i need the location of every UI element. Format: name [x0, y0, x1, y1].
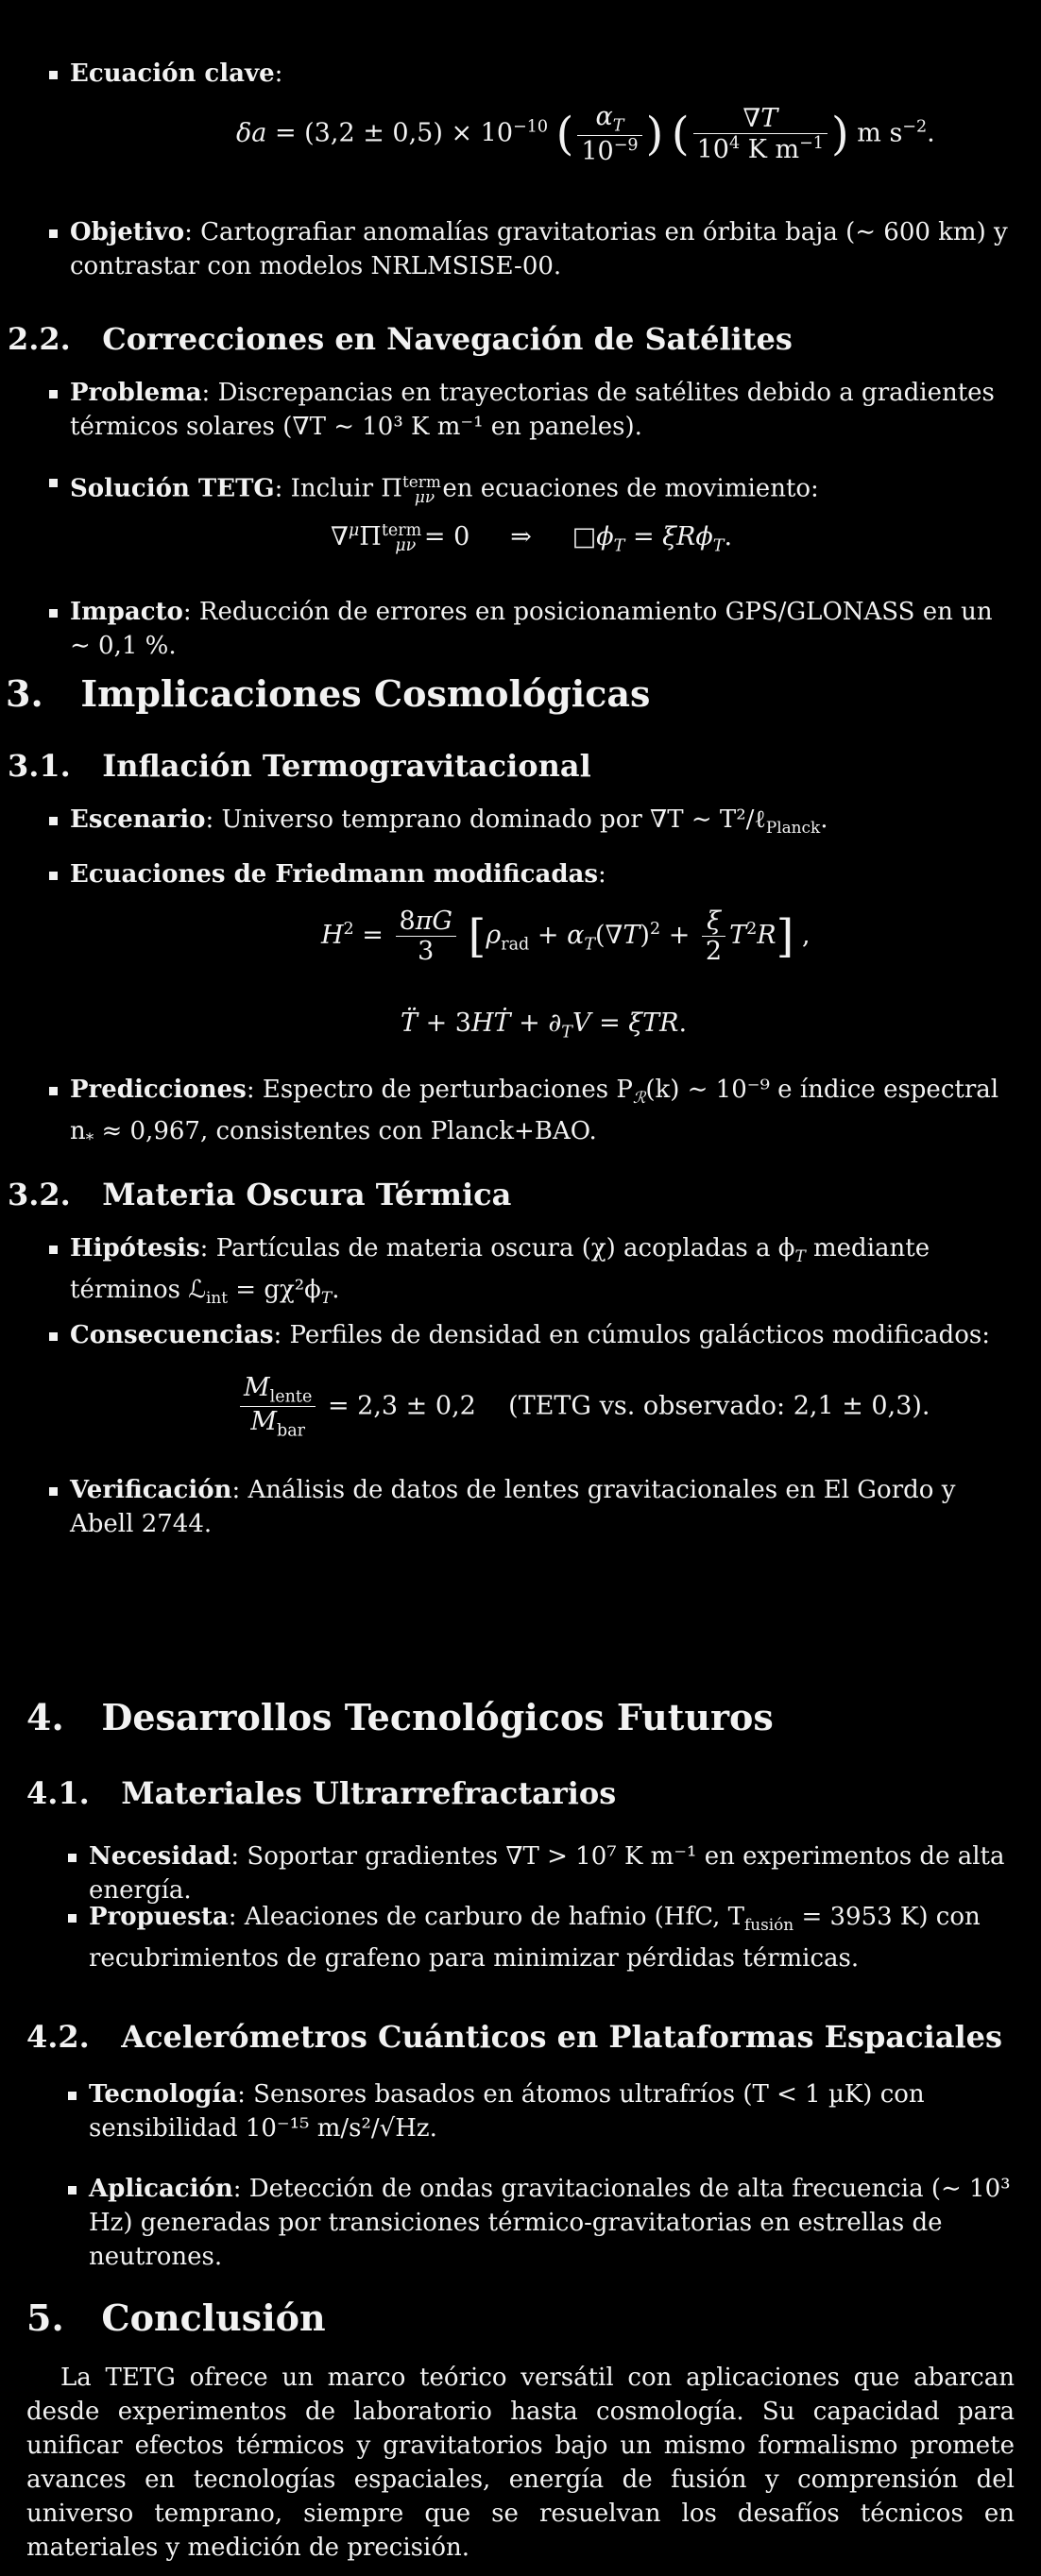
- section-3-heading: [6, 672, 650, 715]
- list-item-necesidad: [68, 1839, 1015, 1907]
- section-number: 3.2.: [8, 1177, 71, 1212]
- label-propuesta: Propuesta: [89, 1903, 229, 1931]
- bullet-icon: [49, 479, 58, 487]
- bullet-icon: [68, 1914, 77, 1923]
- text-impacto: : Reducción de errores en posicionamiento GPS/GLONASS en un ∼ 0,1 %.: [70, 598, 993, 660]
- list-item-objetivo: [49, 215, 1015, 283]
- text-solucion: : Incluir Π: [274, 474, 402, 503]
- equation-delta-a: $\delta a = (3,2 \pm 0,5) \times 10^{-10}$ ( $\frac{\alpha_T}{10^{-9}}$ ) ( $\frac{\nabla T}{10^4 K m^{-1}}$ ) m $s^{-2}$.: [236, 102, 935, 167]
- section-number: 4.2.: [26, 2019, 90, 2055]
- colon: :: [274, 59, 283, 88]
- bullet-icon: [49, 229, 58, 238]
- section-title: Inflación Termogravitacional: [102, 748, 591, 784]
- label-problema: Problema: [70, 379, 202, 407]
- text-aplicacion: : Detección de ondas gravitacionales de alta frecuencia (∼ 10³ Hz) generadas por transiciones térmico-gravitatorias en estrellas de neutrones.: [89, 2175, 1011, 2271]
- text-predicciones: : Espectro de perturbaciones P: [246, 1076, 633, 1104]
- section-title: Implicaciones Cosmológicas: [80, 672, 651, 715]
- text-objetivo: : Cartografiar anomalías gravitatorias en órbita baja (∼ 600 km) y contrastar con modelos NRLMSISE-00.: [70, 218, 1008, 280]
- bullet-icon: [68, 2092, 77, 2100]
- label-predicciones: Predicciones: [70, 1076, 247, 1104]
- section-number: 4.1.: [26, 1775, 90, 1811]
- label-necesidad: Necesidad: [89, 1842, 231, 1871]
- bullet-icon: [49, 872, 58, 880]
- mass-ratio-note: (TETG vs. observado: 2,1 ± 0,3).: [508, 1391, 930, 1421]
- bullet-icon: [68, 1854, 77, 1862]
- section-title: Materiales Ultrarrefractarios: [121, 1775, 617, 1811]
- bullet-icon: [49, 817, 58, 825]
- conclusion-paragraph: La TETG ofrece un marco teórico versátil con aplicaciones que abarcan desde experimentos de laboratorio hasta cosmología. Su capacidad para unificar efectos térmicos y gravitatorios bajo un mismo formalismo promete avances en tecnologías espaciales, energía de fusión y comprensión del universo temprano, siempre que se resuelvan los desafíos técnicos en materiales y medición de precisión.: [26, 2364, 1015, 2562]
- section-3-1-heading: [8, 748, 591, 784]
- subscript-fusion: fusión: [743, 1915, 794, 1935]
- list-item-impacto: [49, 595, 1015, 663]
- list-item-escenario: [49, 803, 1015, 844]
- section-title: Correcciones en Navegación de Satélites: [102, 321, 793, 357]
- section-number: 4.: [26, 1696, 64, 1738]
- equation-temperature: T̈ + 3HṪ + $\partial_TV = \xi TR$.: [401, 1008, 688, 1042]
- label-tecnologia: Tecnología: [89, 2080, 238, 2109]
- section-4-2-heading: [26, 2019, 1002, 2055]
- text-propuesta-2: = 3953 K) con recubrimientos de grafeno para minimizar pérdidas térmicas.: [89, 1903, 981, 1974]
- label-consecuencias: Consecuencias: [70, 1321, 274, 1349]
- list-item-consecuencias: [49, 1318, 1015, 1352]
- list-item-tecnologia: [68, 2077, 1015, 2145]
- text-tecnologia: : Sensores basados en átomos ultrafríos (T < 1 µK) con sensibilidad 10⁻¹⁵ m/s²/√Hz.: [89, 2080, 925, 2143]
- label-friedmann: Ecuaciones de Friedmann modificadas: [70, 860, 599, 889]
- label-escenario: Escenario: [70, 805, 206, 834]
- label-impacto: Impacto: [70, 598, 183, 626]
- bullet-icon: [49, 1332, 58, 1341]
- subscript-planck: Planck: [765, 818, 821, 838]
- text-necesidad: : Soportar gradientes ∇T > 10⁷ K m⁻¹ en experimentos de alta energía.: [89, 1842, 1005, 1905]
- section-title: Desarrollos Tecnológicos Futuros: [101, 1696, 774, 1738]
- equation-mass-ratio: $\frac{M_{lente}}{M_{bar}}$ = 2,3 ± 0,2 (TETG vs. observado: 2,1 ± 0,3).: [236, 1373, 930, 1441]
- equation-conservation: $\nabla^\mu\Pi^{term}_{\mu\nu} = 0$ ⇒ $□\phi_T = \xi R\phi_T$.: [331, 521, 733, 556]
- label-solucion: Solución TETG: [70, 474, 275, 503]
- text-hipotesis: : Partículas de materia oscura (χ) acopladas a ϕ: [199, 1234, 795, 1263]
- text-consecuencias: : Perfiles de densidad en cúmulos galácticos modificados:: [273, 1321, 990, 1349]
- text-verificacion: : Análisis de datos de lentes gravitacionales en El Gordo y Abell 2744.: [70, 1476, 956, 1538]
- section-2-2-heading: [8, 321, 793, 357]
- section-number: 3.: [6, 672, 43, 715]
- section-title: Materia Oscura Térmica: [102, 1177, 512, 1212]
- bullet-icon: [49, 1487, 58, 1496]
- text-solucion-2: en ecuaciones de movimiento:: [435, 474, 819, 503]
- section-4-1-heading: [26, 1775, 616, 1811]
- label-verificacion: Verificación: [70, 1476, 232, 1504]
- bullet-icon: [68, 2186, 77, 2195]
- bullet-icon: [49, 609, 58, 618]
- section-5-heading: [26, 2296, 326, 2339]
- text-propuesta: : Aleaciones de carburo de hafnio (HfC, T: [228, 1903, 744, 1931]
- period: .: [332, 1276, 340, 1305]
- equation-friedmann: $H^2$ = $\frac{8\pi G}{3}$ [$\rho_{rad} + \alpha_T(\nabla T)^2$ + $\frac{\xi}{2}$ $T^2R$] ,: [321, 907, 811, 966]
- label-ecuacion: Ecuación clave: [70, 59, 275, 88]
- bullet-icon: [49, 71, 58, 79]
- list-item-hipotesis: Hipótesis: Partículas de materia oscura (χ) acopladas a $\phi_T$ mediante términos ℒ$_{int}$ = $g\chi^2\phi_T$.: [49, 1231, 1015, 1314]
- label-objetivo: Objetivo: [70, 218, 185, 246]
- list-item-propuesta: [68, 1900, 1015, 1975]
- section-3-2-heading: [8, 1177, 511, 1212]
- text-problema: : Discrepancias en trayectorias de satélites debido a gradientes térmicos solares (∇T ∼ 10³ K m⁻¹ en paneles).: [70, 379, 995, 441]
- list-item-problema: [49, 376, 1015, 444]
- section-number: 2.2.: [8, 321, 71, 357]
- list-item-friedmann: [49, 857, 1015, 891]
- text-escenario: : Universo temprano dominado por ∇T ∼ T²/ℓ: [205, 805, 766, 834]
- list-item-aplicacion: [68, 2172, 1015, 2274]
- list-item-ecuacion: [49, 57, 1015, 91]
- section-title: Acelerómetros Cuánticos en Plataformas Espaciales: [121, 2019, 1003, 2055]
- bullet-icon: [49, 1087, 58, 1095]
- bullet-icon: [49, 390, 58, 398]
- section-title: Conclusión: [101, 2296, 326, 2339]
- label-hipotesis: Hipótesis: [70, 1234, 200, 1263]
- mass-ratio-value: = 2,3 ± 0,2: [327, 1391, 476, 1421]
- text-hipotesis-3: = gχ²ϕ: [228, 1276, 321, 1305]
- section-number: 3.1.: [8, 748, 71, 784]
- section-4-heading: [26, 1696, 774, 1738]
- list-item-solucion: Solución TETG: Incluir $\Pi^{term}_{\mu\nu}$ en ecuaciones de movimiento:: [49, 465, 1015, 514]
- text-predicciones-2: (k) ∼ 10⁻⁹ e índice espectral n: [70, 1076, 999, 1146]
- period: .: [820, 805, 828, 834]
- list-item-verificacion: [49, 1473, 1015, 1541]
- text-predicciones-3: ≈ 0,967, consistentes con Planck+BAO.: [94, 1117, 597, 1146]
- section-number: 5.: [26, 2296, 64, 2339]
- bullet-icon: [49, 1246, 58, 1254]
- text-hipotesis-2: mediante términos ℒ: [70, 1234, 930, 1305]
- label-aplicacion: Aplicación: [89, 2175, 233, 2203]
- list-item-predicciones: Predicciones: Espectro de perturbaciones $P_ℛ(k)$ ∼ 10⁻⁹ e índice espectral $n_* \approx 0,967$, consistentes con Planck+BAO.: [49, 1073, 1015, 1156]
- colon: :: [598, 860, 606, 889]
